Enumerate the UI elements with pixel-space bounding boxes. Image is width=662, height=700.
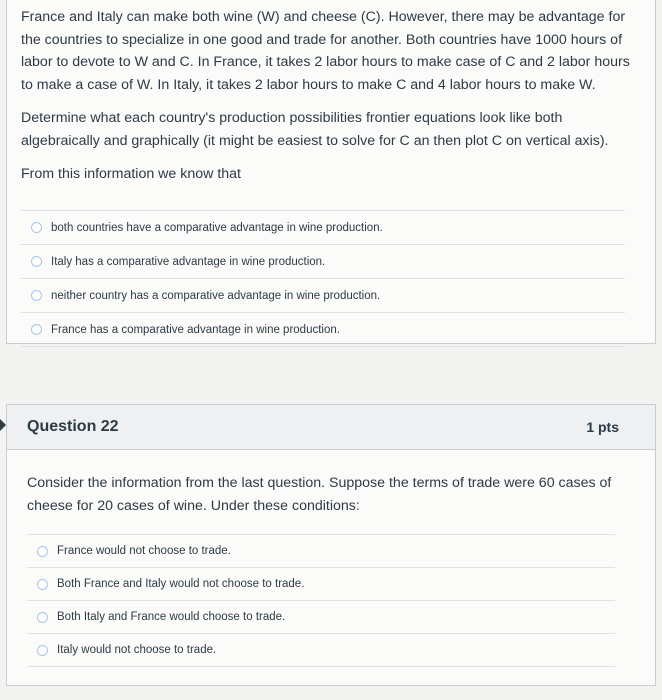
question-header bbox=[7, 405, 655, 450]
answer-option[interactable] bbox=[21, 244, 625, 278]
radio-button[interactable] bbox=[37, 546, 48, 557]
question-21-card bbox=[6, 0, 656, 344]
question-21-prompt: From this information we know that bbox=[21, 166, 241, 182]
answer-label: Italy would not choose to trade. bbox=[57, 644, 217, 656]
answer-label: France would not choose to trade. bbox=[57, 545, 231, 557]
answer-option[interactable] bbox=[21, 278, 625, 312]
answer-label: Italy has a comparative advantage in wine production. bbox=[51, 255, 326, 268]
question-22-prompt: Consider the information from the last question. Suppose the terms of trade were 60 cases of cheese for 20 cases of wine. Under these conditions: bbox=[27, 475, 612, 514]
radio-button[interactable] bbox=[37, 645, 48, 656]
answer-option[interactable] bbox=[27, 567, 615, 600]
radio-button[interactable] bbox=[31, 256, 42, 267]
question-title: Question 22 bbox=[27, 418, 119, 435]
answer-option[interactable] bbox=[27, 600, 615, 633]
question-flag-icon bbox=[0, 419, 6, 431]
question-21-body bbox=[7, 0, 655, 186]
answer-label: Both Italy and France would choose to trade. bbox=[57, 611, 286, 623]
question-points: 1 pts bbox=[586, 419, 619, 435]
radio-button[interactable] bbox=[31, 324, 42, 335]
answer-option[interactable] bbox=[27, 633, 615, 667]
question-22-answers bbox=[27, 534, 615, 667]
question-21-context: France and Italy can make both wine (W) and cheese (C). However, there may be advantage for the countries to specialize in one good and trade for another. Both countries have 1000 hours of labor to devote to W and C. In France, it takes 2 labor hours to make case of C and 2 labor hours to make a case of W. In Italy, it takes 2 labor hours to make C and 4 labor hours to make W. bbox=[21, 9, 630, 93]
question-21-answers bbox=[21, 210, 625, 347]
radio-button[interactable] bbox=[37, 579, 48, 590]
radio-button[interactable] bbox=[31, 222, 42, 233]
answer-label: both countries have a comparative advantage in wine production. bbox=[51, 221, 383, 234]
radio-button[interactable] bbox=[31, 290, 42, 301]
answer-label: Both France and Italy would not choose to trade. bbox=[57, 578, 305, 590]
answer-option[interactable] bbox=[21, 312, 625, 347]
answer-label: France has a comparative advantage in wine production. bbox=[51, 323, 340, 336]
question-21-instruction: Determine what each country's production possibilities frontier equations look like both algebraically and graphically (it might be easiest to solve for C an then plot C on vertical axis). bbox=[21, 110, 609, 149]
answer-option[interactable] bbox=[27, 534, 615, 567]
question-22-body bbox=[7, 450, 655, 517]
answer-label: neither country has a comparative advantage in wine production. bbox=[51, 289, 381, 302]
radio-button[interactable] bbox=[37, 612, 48, 623]
question-22-card bbox=[6, 404, 656, 686]
answer-option[interactable] bbox=[21, 210, 625, 244]
